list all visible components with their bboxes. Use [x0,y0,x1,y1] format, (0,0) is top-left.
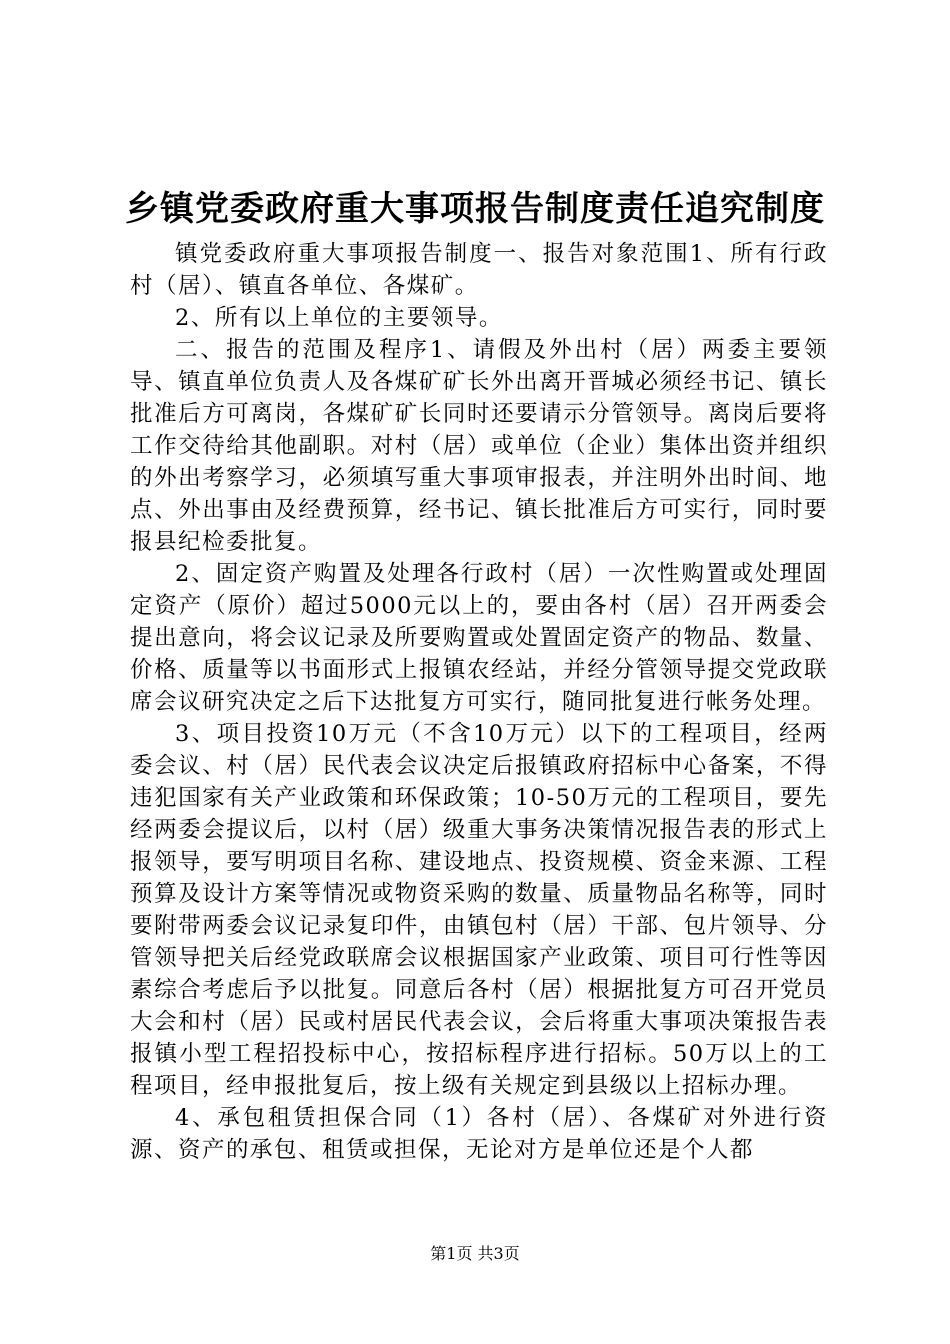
paragraph: 2、固定资产购置及处理各行政村（居）一次性购置或处理固定资产（原价）超过5000元以上的，要由各村（居）召开两委会提出意向，将会议记录及所要购置或处置固定资产的物品、数量、价格、质量等以书面形式上报镇农经站，并经分管领导提交党政联席会议研究决定之后下达批复方可实行，随同批复进行帐务处理。 [130,561,828,715]
paragraph: 2、所有以上单位的主要领导。 [175,305,503,331]
paragraph: 镇党委政府重大事项报告制度一、报告对象范围1、所有行政村（居）、镇直各单位、各煤矿。 [130,241,828,299]
paragraph: 3、项目投资10万元（不含10万元）以下的工程项目，经两委会议、村（居）民代表会议决定后报镇政府招标中心备案，不得违犯国家有关产业政策和环保政策；10-50万元的工程项目，要先经两委会提议后，以村（居）级重大事务决策情况报告表的形式上报领导，要写明项目名称、建设地点、投资规模、资金来源、工程预算及设计方案等情况或物资采购的数量、质量物品名称等，同时要附带两委会议记录复印件，由镇包村（居）干部、包片领导、分管领导把关后经党政联席会议根据国家产业政策、项目可行性等因素综合考虑后予以批复。同意后各村（居）根据批复方可召开党员大会和村（居）民或村居民代表会议，会后将重大事项决策报告表报镇小型工程招投标中心，按招标程序进行招标。50万以上的工程项目，经申报批复后，按上级有关规定到县级以上招标办理。 [130,721,828,1099]
paragraph: 二、报告的范围及程序1、请假及外出村（居）两委主要领导、镇直单位负责人及各煤矿矿长外出离开晋城必须经书记、镇长批准后方可离岗，各煤矿矿长同时还要请示分管领导。离岗后要将工作交待给其他副职。对村（居）或单位（企业）集体出资并组织的外出考察学习，必须填写重大事项审报表，并注明外出时间、地点、外出事由及经费预算，经书记、镇长批准后方可实行，同时要报县纪检委批复。 [130,337,828,555]
document-title: 乡镇党委政府重大事项报告制度责任追究制度 [125,189,825,229]
paragraph: 4、承包租赁担保合同（1）各村（居）、各煤矿对外进行资源、资产的承包、租赁或担保，无论对方是单位还是个人都 [130,1105,828,1163]
page-footer: 第1页 共3页 [430,1244,520,1263]
document-body [130,238,828,1166]
